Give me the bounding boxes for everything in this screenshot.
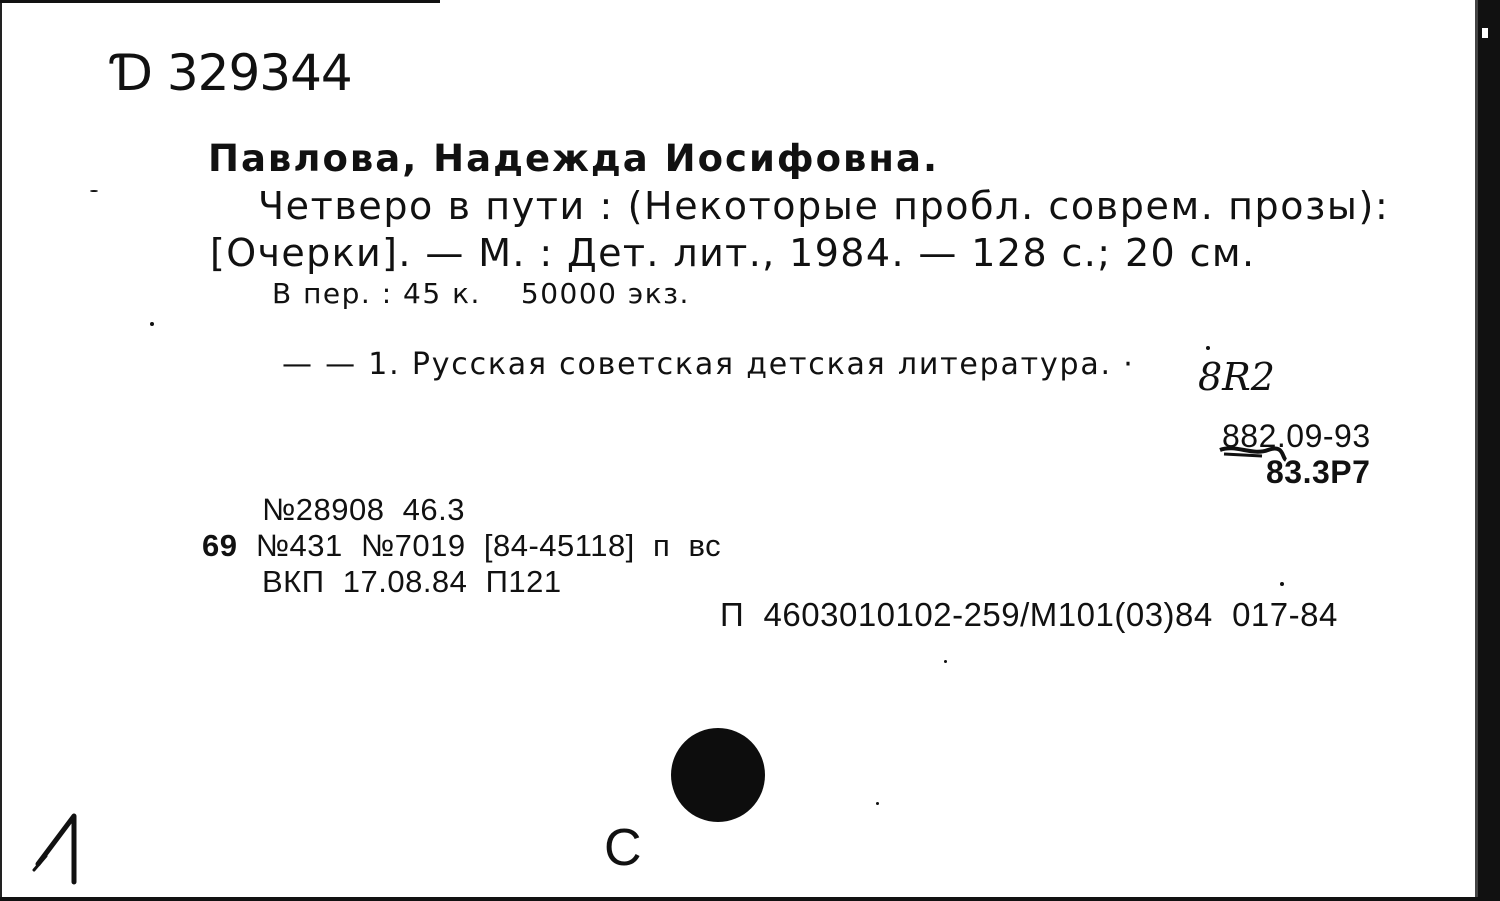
service-line-3: ВКП 17.08.84 П121 — [262, 564, 562, 599]
speck — [944, 660, 947, 663]
service-line-2 — [202, 530, 721, 561]
price-line — [272, 277, 690, 310]
handwritten-digit-one-icon — [30, 808, 90, 888]
print-run: 50000 экз. — [520, 277, 690, 310]
price: В пер. : 45 к. — [272, 277, 481, 310]
service-line-2-number: 69 — [202, 528, 238, 563]
scan-edge-bottom — [0, 897, 1500, 901]
speck — [150, 322, 154, 326]
scan-edge-left — [0, 0, 2, 901]
speck — [1206, 346, 1210, 350]
bottom-letter: С — [604, 819, 642, 877]
speck — [90, 190, 98, 192]
subject-heading: — — 1. Русская советская детская литература. · — [282, 347, 1135, 382]
scan-edge-top — [0, 0, 440, 3]
title-line: Четверо в пути : (Некоторые пробл. соврем. прозы): — [258, 184, 1390, 228]
scan-edge-right — [1478, 0, 1500, 901]
call-number: Ɗ 329344 — [112, 44, 352, 102]
classification-index-1: 882.09-93 — [1222, 418, 1371, 454]
speck — [876, 802, 879, 805]
handwritten-mark: 8R2 — [1198, 355, 1275, 399]
punch-hole — [671, 728, 765, 822]
scan-edge-notch — [1482, 28, 1488, 38]
service-line-1: №28908 46.3 — [262, 492, 466, 527]
publication-line: [Очерки]. — М. : Дет. лит., 1984. — 128 с.; 20 см. — [210, 231, 1256, 275]
service-line-2-rest: №431 №7019 [84-45118] п вс — [255, 528, 722, 563]
service-line-4: П 4603010102-259/М101(03)84 017-84 — [720, 596, 1338, 633]
classification-index-2: 83.3Р7 — [1266, 454, 1371, 490]
author-heading: Павлова, Надежда Иосифовна. — [208, 137, 940, 180]
speck — [1280, 582, 1284, 586]
